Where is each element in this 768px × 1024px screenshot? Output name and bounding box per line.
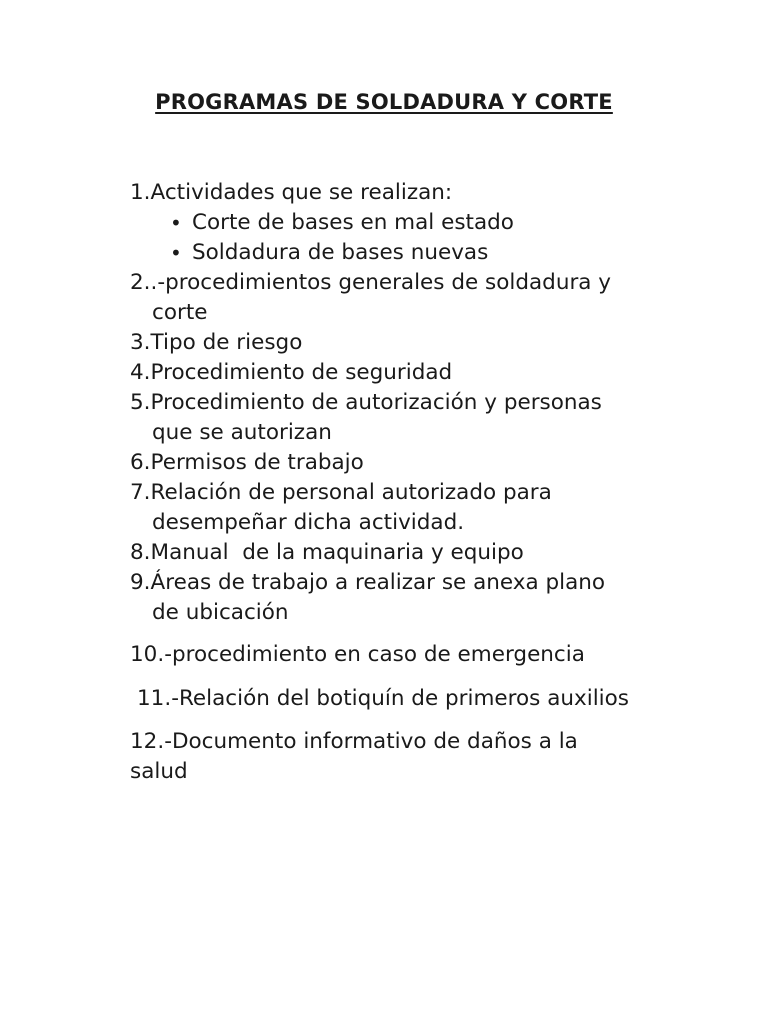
activity-bullet-list [130, 208, 660, 268]
list-item-9-text: 9.Áreas de trabajo a realizar se anexa plano [130, 570, 606, 595]
list-item-7-continuation: desempeñar dicha actividad. [152, 510, 465, 535]
list-item-5-continuation: que se autorizan [152, 420, 332, 445]
list-item-12-continuation: salud [130, 759, 188, 784]
bullet-item [170, 238, 660, 268]
list-item-2-continuation: corte [152, 300, 208, 325]
document-body [130, 178, 660, 787]
bullet-text: Corte de bases en mal estado [192, 210, 514, 235]
list-item-6-text: 6.Permisos de trabajo [130, 450, 364, 475]
bullet-item [170, 208, 660, 238]
list-item-9-continuation: de ubicación [152, 600, 289, 625]
list-item-6 [130, 448, 660, 478]
list-item-3 [130, 328, 660, 358]
list-item-12 [130, 727, 660, 787]
list-item-11-text: 11.-Relación del botiquín de primeros auxilios [137, 686, 630, 711]
list-item-7-text: 7.Relación de personal autorizado para [130, 480, 552, 505]
list-item-8 [130, 538, 660, 568]
bullet-icon: • [170, 211, 182, 235]
bullet-text: Soldadura de bases nuevas [192, 240, 489, 265]
list-item-4 [130, 358, 660, 388]
list-item-10 [130, 640, 660, 670]
list-item-4-text: 4.Procedimiento de seguridad [130, 360, 453, 385]
list-item-2-text: 2..-procedimientos generales de soldadura y [130, 270, 612, 295]
list-item-2 [130, 268, 660, 328]
list-item-11 [130, 684, 660, 714]
list-item-7 [130, 478, 660, 538]
document-title: PROGRAMAS DE SOLDADURA Y CORTE [155, 90, 613, 114]
list-item-1-text: 1.Actividades que se realizan: [130, 180, 453, 205]
list-item-3-text: 3.Tipo de riesgo [130, 330, 303, 355]
list-item-5 [130, 388, 660, 448]
list-item-12-text: 12.-Documento informativo de daños a la [130, 729, 578, 754]
list-item-8-text: 8.Manual de la maquinaria y equipo [130, 540, 524, 565]
list-item-10-text: 10.-procedimiento en caso de emergencia [130, 642, 585, 667]
list-item-1 [130, 178, 660, 208]
bullet-icon: • [170, 241, 182, 265]
list-item-9 [130, 568, 660, 628]
list-item-5-text: 5.Procedimiento de autorización y personas [130, 390, 602, 415]
